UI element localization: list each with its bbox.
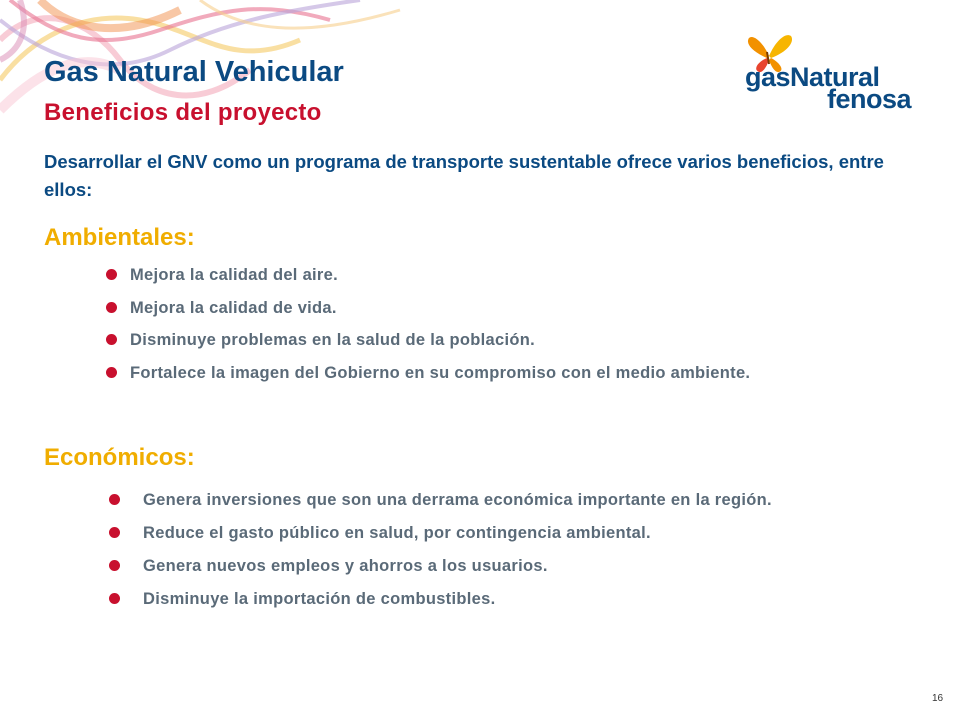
list-item-text: Genera nuevos empleos y ahorros a los usuarios. [143,557,548,575]
list-item [130,328,930,352]
bullet-dot-icon [109,560,120,571]
list-item-text: Fortalece la imagen del Gobierno en su compromiso con el medio ambiente. [130,363,751,382]
section-heading-ambientales: Ambientales: [44,224,195,251]
list-item [143,486,863,514]
economicos-list [143,486,863,618]
list-item [143,519,863,547]
list-item [143,552,863,580]
intro-paragraph: Desarrollar el GNV como un programa de transporte sustentable ofrece varios beneficios, entre ellos: [44,151,884,200]
bullet-dot-icon [106,302,117,313]
page-title: Gas Natural Vehicular [44,56,344,88]
page-subtitle: Beneficios del proyecto [44,99,322,126]
list-item [130,361,930,385]
list-item [130,296,930,320]
list-item-text: Genera inversiones que son una derrama económica importante en la región. [143,491,772,509]
ambientales-list [130,263,930,393]
bullet-dot-icon [106,367,117,378]
section-heading-economicos: Económicos: [44,444,195,471]
company-logo [745,30,935,120]
bullet-dot-icon [106,334,117,345]
list-item-text: Disminuye problemas en la salud de la población. [130,331,536,349]
page-number: 16 [932,693,944,704]
list-item [143,585,863,613]
list-item [130,263,930,287]
bullet-dot-icon [109,593,120,604]
list-item-text: Mejora la calidad de vida. [130,298,337,317]
bullet-dot-icon [109,494,120,505]
list-item-text: Disminuye la importación de combustibles. [143,590,496,608]
logo-text-gasnatural: gasNatural [745,62,880,92]
bullet-dot-icon [106,269,117,280]
list-item-text: Mejora la calidad del aire. [130,266,339,284]
logo-text-fenosa: fenosa [827,84,912,114]
list-item-text: Reduce el gasto público en salud, por contingencia ambiental. [143,524,651,542]
bullet-dot-icon [109,527,120,538]
